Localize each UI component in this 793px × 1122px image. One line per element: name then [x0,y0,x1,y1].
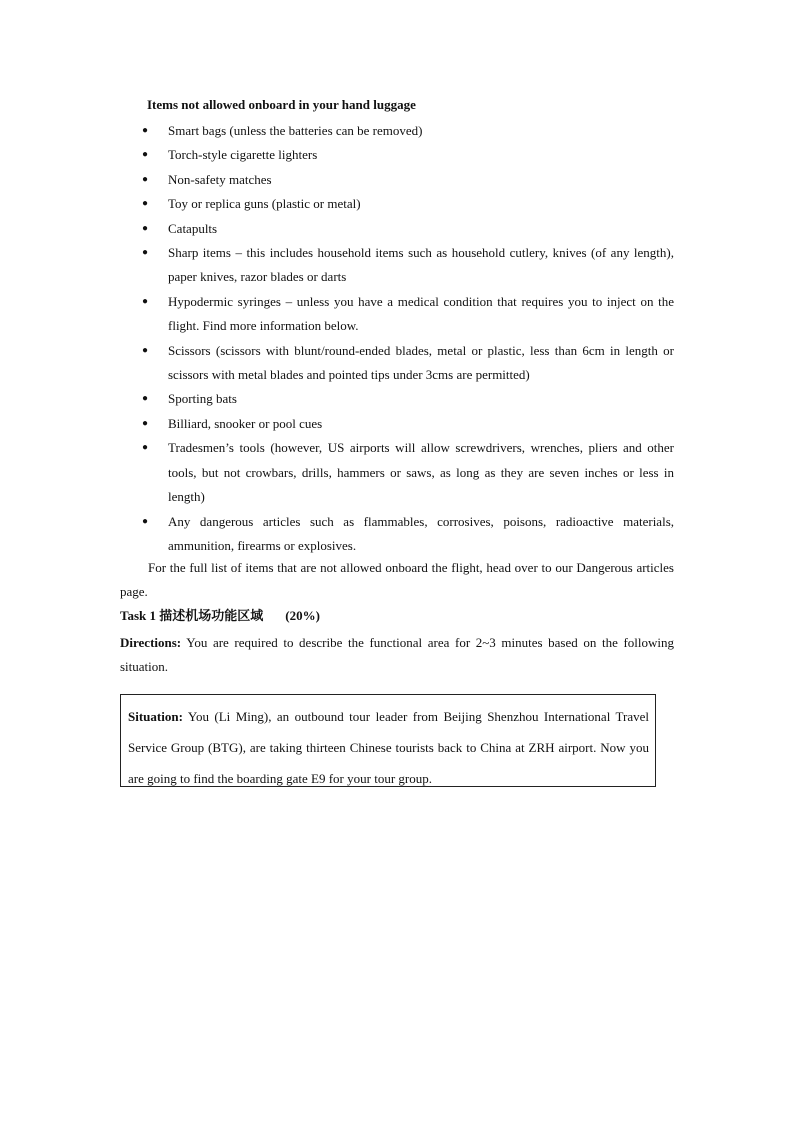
list-item [142,290,674,339]
list-item-text: Non-safety matches [168,171,272,187]
list-item [142,339,674,388]
prohibited-items-list [142,119,674,558]
bullet-icon: ● [142,417,149,429]
bullet-icon: ● [142,344,149,356]
list-item-text: Sporting bats [168,391,237,407]
list-item-text: Any dangerous articles such as flammables, corrosives, poisons, radioactive materials, ammunition, firearms or explosives. [168,513,674,553]
bullet-icon: ● [142,173,149,185]
list-item [142,510,674,559]
list-item-text: Torch-style cigarette lighters [168,147,318,163]
list-item [142,412,674,436]
task-score: (20%) [285,608,320,623]
list-item [142,387,674,411]
bullet-icon: ● [142,442,149,454]
list-item [142,217,674,241]
bullet-icon: ● [142,247,149,259]
list-item-text: Scissors (scissors with blunt/round-ended blades, metal or plastic, less than 6cm in length or scissors with metal blades and pointed tips under 3cms are permitted) [168,342,674,383]
situation-label: Situation: [128,709,183,724]
section-heading: Items not allowed onboard in your hand luggage [147,97,416,112]
task-title-text: Task 1 描述机场功能区域 [120,608,264,623]
list-item [142,192,674,216]
list-item-text: Sharp items – this includes household items such as household cutlery, knives (of any length), paper knives, razor blades or darts [168,245,674,285]
list-item [142,241,674,290]
bullet-icon: ● [142,515,149,527]
list-item-text: Smart bags (unless the batteries can be removed) [168,123,423,138]
directions-text: You are required to describe the functional area for 2~3 minutes based on the following situation. [120,635,674,675]
situation-text: You (Li Ming), an outbound tour leader from Beijing Shenzhou International Travel Service Group (BTG), are taking thirteen Chinese tourists back to China at ZRH airport. Now you are going to find the boarding gate E9 for your tour group. [128,709,649,786]
list-item-text: Billiard, snooker or pool cues [168,415,323,431]
directions-paragraph [120,631,674,680]
list-item [142,143,674,167]
bullet-icon: ● [142,125,149,136]
task-title [120,605,320,627]
bullet-icon: ● [142,198,149,210]
list-item [142,119,674,143]
situation-box [120,694,656,787]
bullet-icon: ● [142,295,149,307]
list-item-text: Tradesmen’s tools (however, US airports will allow screwdrivers, wrenches, pliers and other tools, but not crowbars, drills, hammers or saws, as long as they are seven inches or less in length) [168,440,674,505]
bullet-icon: ● [142,222,149,234]
full-list-note: For the full list of items that are not allowed onboard the flight, head over to our Dangerous articles page. [120,560,674,600]
list-item [142,436,674,509]
bullet-icon: ● [142,393,149,405]
list-item-text: Toy or replica guns (plastic or metal) [168,196,361,212]
list-item [142,168,674,192]
list-item-text: Hypodermic syringes – unless you have a medical condition that requires you to inject on the flight. Find more information below. [168,293,674,334]
bullet-icon: ● [142,149,149,161]
directions-label: Directions: [120,635,182,650]
list-item-text: Catapults [168,220,218,236]
